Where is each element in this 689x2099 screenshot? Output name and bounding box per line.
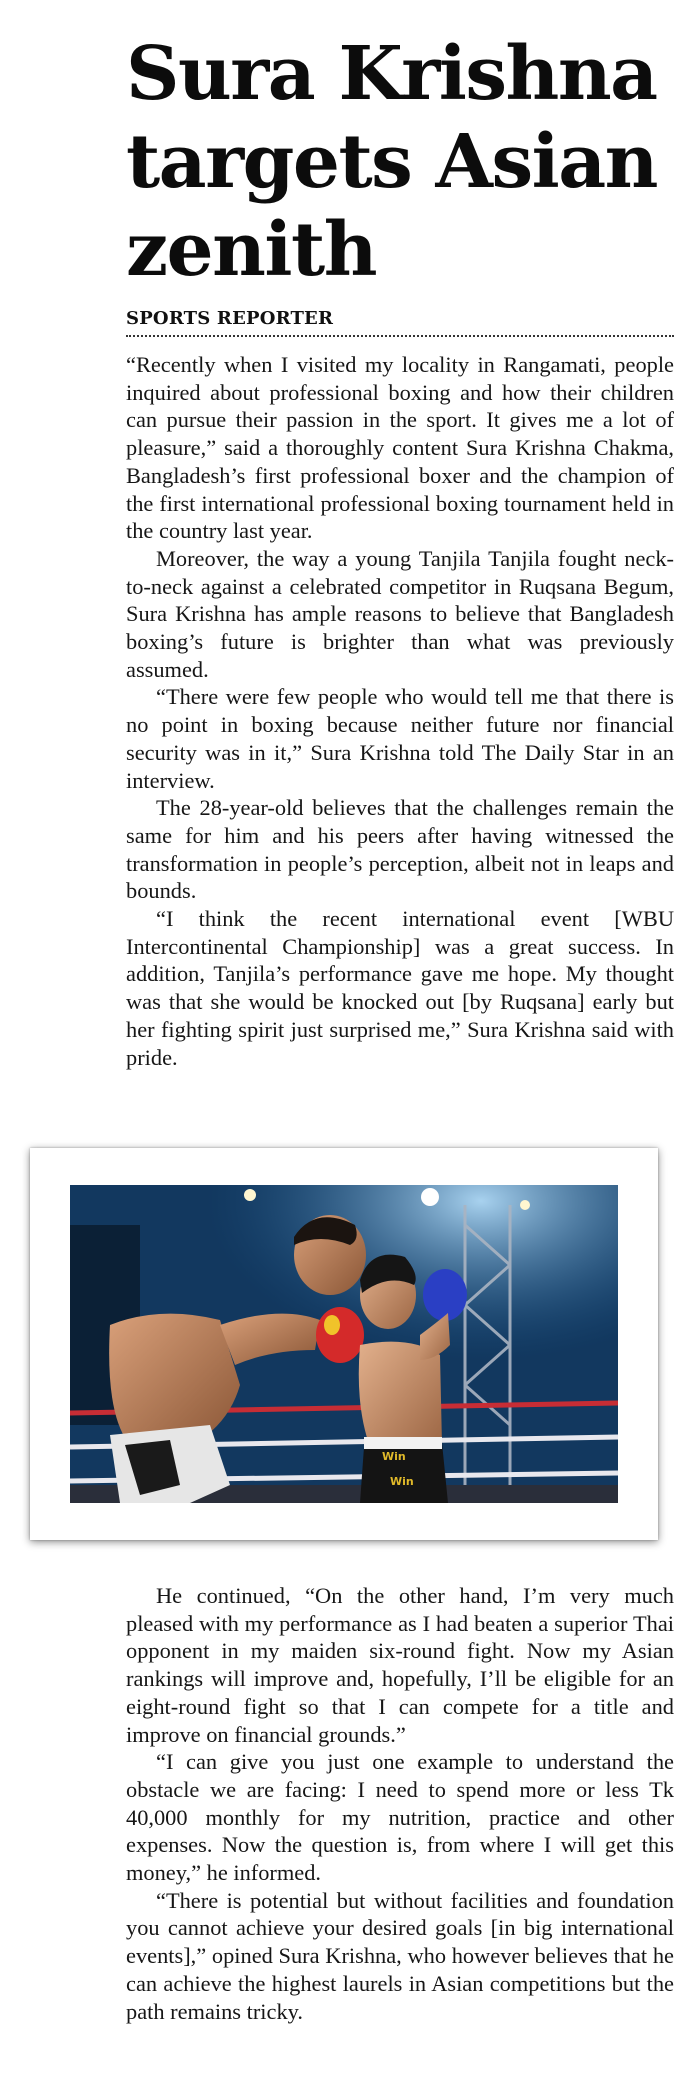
paragraph: “There is potential but without facilities and foundation you cannot achieve your desired goals [in big international events],” opined Sura Krishna, who however believes that he can achieve the highest laurels in Asian competitions but the path remains tricky. bbox=[126, 1887, 674, 2024]
paragraph: The 28-year-old believes that the challenges remain the same for him and his peers after having witnessed the transformation in people’s perception, albeit not in leaps and bounds. bbox=[126, 795, 674, 904]
article-body-top bbox=[126, 351, 674, 1071]
article bbox=[126, 30, 674, 1071]
trunks-logo-right-lower: Win bbox=[390, 1475, 414, 1488]
boxing-scene-illustration bbox=[70, 1185, 618, 1503]
boxing-match-photo bbox=[70, 1185, 618, 1503]
byline: SPORTS REPORTER bbox=[126, 308, 674, 337]
paragraph: “There were few people who would tell me that there is no point in boxing because neither future nor financial security was in it,” Sura Krishna told The Daily Star in an interview. bbox=[126, 684, 674, 793]
paragraph: Moreover, the way a young Tanjila Tanjila fought neck-to-neck against a celebrated competitor in Ruqsana Begum, Sura Krishna has ample reasons to believe that Bangladesh boxing’s future is brighter than what was previously assumed. bbox=[126, 545, 674, 682]
headline: Sura Krishna targets Asian zenith bbox=[126, 31, 657, 293]
photo-frame bbox=[30, 1148, 658, 1540]
paragraph: “I think the recent international event [WBU Intercontinental Championship] was a great success. In addition, Tanjila’s performance gave me hope. My thought was that she would be knocked out [by Ruqsana] early but her fighting spirit just surprised me,” Sura Krishna said with pride. bbox=[126, 906, 674, 1070]
paragraph: “Recently when I visited my locality in Rangamati, people inquired about professional boxing and how their children can pursue their passion in the sport. It gives me a lot of pleasure,” said a thoroughly content Sura Krishna Chakma, Bangladesh’s first professional boxer and the champion of the first international professional boxing tournament held in the country last year. bbox=[126, 352, 674, 544]
paragraph: “I can give you just one example to understand the obstacle we are facing: I need to spend more or less Tk 40,000 monthly for my nutrition, practice and other expenses. Now the question is, from where I will get this money,” he informed. bbox=[126, 1749, 674, 1886]
article-body-bottom bbox=[126, 1582, 674, 2025]
paragraph: He continued, “On the other hand, I’m very much pleased with my performance as I had beaten a superior Thai opponent in my maiden six-round fight. Now my Asian rankings will improve and, hopefully, I’ll be eligible for an eight-round fight so that I can compete for a title and improve on financial grounds.” bbox=[126, 1583, 674, 1747]
trunks-logo-right: Win bbox=[382, 1450, 406, 1463]
